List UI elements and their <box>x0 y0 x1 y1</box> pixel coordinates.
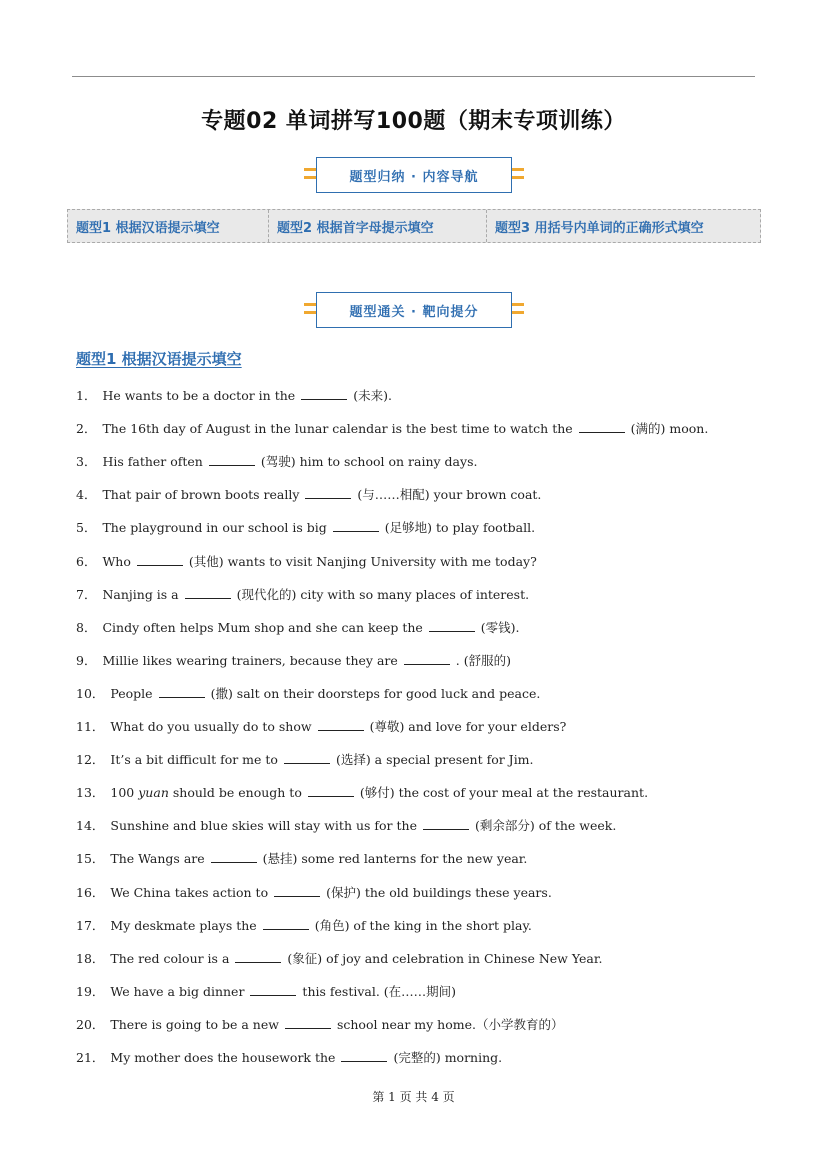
question-hint: (角色) of the king in the short play. <box>314 918 532 933</box>
answer-blank[interactable] <box>235 952 281 963</box>
question-item <box>76 783 648 801</box>
question-number: 20． <box>76 1017 105 1032</box>
banner-right-bar-top <box>512 303 524 306</box>
question-text: That pair of brown boots really <box>102 487 300 502</box>
question-number: 15． <box>76 851 105 866</box>
question-item <box>76 419 708 437</box>
question-hint: (未来). <box>353 388 392 403</box>
question-hint: (足够地) to play football. <box>384 520 536 535</box>
question-hint: (剩余部分) of the week. <box>474 818 617 833</box>
question-number: 4． <box>76 487 97 502</box>
question-text: It’s a bit difficult for me to <box>110 752 278 767</box>
nav-item-type1[interactable]: 题型1 根据汉语提示填空 <box>76 220 220 236</box>
question-text: should be enough to <box>172 785 302 800</box>
question-number: 7． <box>76 587 97 602</box>
question-number: 21． <box>76 1050 105 1065</box>
question-text: People <box>110 686 153 701</box>
answer-blank[interactable] <box>250 985 296 996</box>
question-text: Sunshine and blue skies will stay with us for the <box>110 818 417 833</box>
question-hint: (零钱). <box>480 620 520 635</box>
question-text: The red colour is a <box>110 951 230 966</box>
question-hint: (撒) salt on their doorsteps for good luck and peace. <box>210 686 541 701</box>
question-item <box>76 816 616 834</box>
question-hint: . (舒服的) <box>455 653 511 668</box>
nav-item-type2[interactable]: 题型2 根据首字母提示填空 <box>268 210 486 242</box>
answer-blank[interactable] <box>159 687 205 698</box>
question-item <box>76 916 532 934</box>
question-text: There is going to be a new <box>110 1017 279 1032</box>
question-text: Nanjing is a <box>102 587 179 602</box>
answer-blank[interactable] <box>404 654 450 665</box>
question-item <box>76 618 520 636</box>
question-item <box>76 750 534 768</box>
question-hint: (满的) moon. <box>630 421 709 436</box>
answer-blank[interactable] <box>209 455 255 466</box>
question-number: 6． <box>76 554 97 569</box>
answer-blank[interactable] <box>579 422 625 433</box>
banner-right-bar-top <box>512 168 524 171</box>
question-text: Cindy often helps Mum shop and she can keep the <box>102 620 423 635</box>
answer-blank[interactable] <box>305 488 351 499</box>
answer-blank[interactable] <box>274 886 320 897</box>
question-hint: (象征) of joy and celebration in Chinese New Year. <box>287 951 603 966</box>
question-hint: (其他) wants to visit Nanjing University with me today? <box>188 554 537 569</box>
answer-blank[interactable] <box>308 786 354 797</box>
question-number: 10． <box>76 686 105 701</box>
question-number: 18． <box>76 951 105 966</box>
question-hint: (悬挂) some red lanterns for the new year. <box>262 851 528 866</box>
question-text: Who <box>102 554 131 569</box>
section-title-type1: 题型1 根据汉语提示填空 <box>76 350 242 368</box>
question-item <box>76 883 552 901</box>
banner-practice <box>304 292 524 328</box>
question-item <box>76 518 535 536</box>
question-item <box>76 485 541 503</box>
answer-blank[interactable] <box>429 621 475 632</box>
question-number: 14． <box>76 818 105 833</box>
banner-left-bar-bottom <box>304 311 316 314</box>
question-number: 5． <box>76 520 97 535</box>
banner-right-bar-bottom <box>512 176 524 179</box>
banner-nav <box>304 157 524 193</box>
question-text: What do you usually do to show <box>110 719 312 734</box>
question-number: 19． <box>76 984 105 999</box>
page-title: 专题02 单词拼写100题（期末专项训练） <box>201 109 626 134</box>
question-item <box>76 1015 563 1033</box>
answer-blank[interactable] <box>341 1051 387 1062</box>
question-italic-word: yuan <box>138 785 169 800</box>
question-text: The playground in our school is big <box>102 520 327 535</box>
question-number: 13． <box>76 785 105 800</box>
question-text: The 16th day of August in the lunar calendar is the best time to watch the <box>102 421 573 436</box>
question-number: 9． <box>76 653 97 668</box>
question-number: 3． <box>76 454 97 469</box>
question-hint: (够付) the cost of your meal at the restaurant. <box>359 785 649 800</box>
question-text: We China takes action to <box>110 885 269 900</box>
banner-left-bar-top <box>304 303 316 306</box>
banner-right-bar-bottom <box>512 311 524 314</box>
nav-item-type3[interactable]: 题型3 用括号内单词的正确形式填空 <box>486 210 760 242</box>
answer-blank[interactable] <box>211 852 257 863</box>
answer-blank[interactable] <box>318 720 364 731</box>
question-hint: (现代化的) city with so many places of interest. <box>236 587 530 602</box>
answer-blank[interactable] <box>137 555 183 566</box>
question-hint: (与……相配) your brown coat. <box>357 487 542 502</box>
question-item <box>76 552 537 570</box>
question-text: Millie likes wearing trainers, because they are <box>102 653 398 668</box>
question-number: 12． <box>76 752 105 767</box>
question-item <box>76 949 602 967</box>
question-item <box>76 386 392 404</box>
question-text: The Wangs are <box>110 851 205 866</box>
question-hint: this festival. (在……期间) <box>302 984 457 999</box>
banner-left-bar-top <box>304 168 316 171</box>
question-number: 2． <box>76 421 97 436</box>
question-item <box>76 849 527 867</box>
answer-blank[interactable] <box>263 919 309 930</box>
question-item <box>76 651 511 669</box>
answer-blank[interactable] <box>285 1018 331 1029</box>
question-hint: (驾驶) him to school on rainy days. <box>260 454 478 469</box>
question-item <box>76 452 477 470</box>
question-hint: (完整的) morning. <box>393 1050 503 1065</box>
question-hint: (选择) a special present for Jim. <box>335 752 534 767</box>
question-number: 11． <box>76 719 105 734</box>
question-number: 16． <box>76 885 105 900</box>
question-number: 8． <box>76 620 97 635</box>
question-item <box>76 717 566 735</box>
header-rule <box>72 76 755 77</box>
page-footer: 第 1 页 共 4 页 <box>372 1090 455 1104</box>
question-text: My mother does the housework the <box>110 1050 336 1065</box>
question-text: We have a big dinner <box>110 984 245 999</box>
question-hint: (尊敬) and love for your elders? <box>369 719 567 734</box>
question-item <box>76 1048 502 1066</box>
answer-blank[interactable] <box>333 521 379 532</box>
banner-nav-label: 题型归纳 · 内容导航 <box>316 157 512 193</box>
question-number: 1． <box>76 388 97 403</box>
answer-blank[interactable] <box>423 819 469 830</box>
question-text: His father often <box>102 454 203 469</box>
question-text: He wants to be a doctor in the <box>102 388 296 403</box>
question-text: My deskmate plays the <box>110 918 257 933</box>
question-text: 100 <box>110 785 135 800</box>
banner-practice-label: 题型通关 · 靶向提分 <box>316 292 512 328</box>
question-item <box>76 684 540 702</box>
content-nav <box>67 209 761 243</box>
answer-blank[interactable] <box>185 588 231 599</box>
question-item <box>76 982 456 1000</box>
banner-left-bar-bottom <box>304 176 316 179</box>
question-hint: school near my home.（小学教育的） <box>336 1017 564 1032</box>
question-number: 17． <box>76 918 105 933</box>
answer-blank[interactable] <box>301 389 347 400</box>
question-hint: (保护) the old buildings these years. <box>326 885 552 900</box>
question-item <box>76 585 529 603</box>
answer-blank[interactable] <box>284 753 330 764</box>
